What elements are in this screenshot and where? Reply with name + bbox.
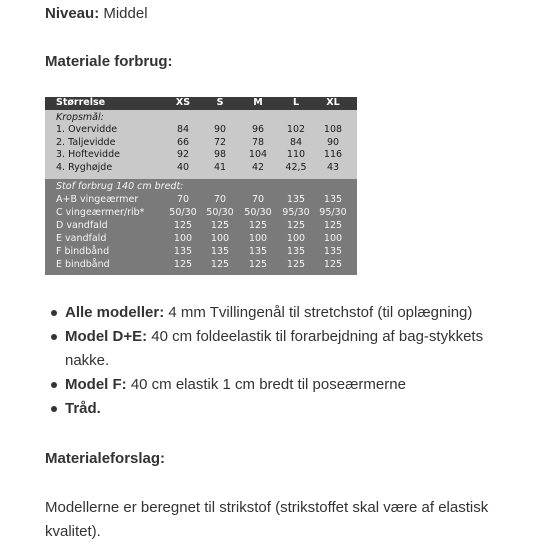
table-cell: 90 xyxy=(213,124,227,135)
table-cell: 84 xyxy=(289,136,303,148)
table-cell: 100 xyxy=(248,232,268,244)
table-cell: 66 xyxy=(176,136,190,148)
table-cell: 135 xyxy=(210,245,230,257)
table-cell: 42,5 xyxy=(285,161,307,173)
material-suggestions-heading: Materialeforslag: xyxy=(45,450,166,467)
materials-usage-heading: Materiale forbrug: xyxy=(45,53,173,70)
table-cell: 125 xyxy=(323,258,343,270)
bullet-icon xyxy=(51,382,57,388)
table-cell: 135 xyxy=(286,193,306,205)
table-row xyxy=(45,124,357,137)
table-cell: 125 xyxy=(173,258,193,270)
row-label: E bindbånd xyxy=(56,258,110,270)
table-row xyxy=(45,162,357,175)
table-cell: 125 xyxy=(286,258,306,270)
table-cell: 50/30 xyxy=(169,206,197,218)
table-cell: 125 xyxy=(210,219,230,231)
bullet-icon xyxy=(51,406,57,412)
list-item xyxy=(45,301,525,325)
table-row xyxy=(45,245,357,258)
header-cell: XL xyxy=(326,97,340,108)
header-cell: M xyxy=(253,97,263,108)
table-cell: 125 xyxy=(248,219,268,231)
description-paragraph: Modellerne er beregnet til strikstof (strikstoffet skal være af elastisk kvalitet). xyxy=(45,499,489,540)
table-cell: 43 xyxy=(326,161,340,173)
table-row xyxy=(45,219,357,232)
bullet-icon xyxy=(51,334,57,340)
table-cell: 84 xyxy=(176,124,190,135)
table-cell: 108 xyxy=(323,124,343,135)
row-label: E vandfald xyxy=(56,232,107,244)
row-label: 1. Overvidde xyxy=(56,124,118,135)
table-cell: 92 xyxy=(176,149,190,160)
table-cell: 100 xyxy=(286,232,306,244)
body-measurements-section xyxy=(45,110,357,179)
table-cell: 100 xyxy=(210,232,230,244)
section-title: Kropsmål: xyxy=(56,111,104,123)
table-cell: 50/30 xyxy=(244,206,272,218)
table-row xyxy=(45,193,357,206)
list-item xyxy=(45,325,525,373)
table-row xyxy=(45,232,357,245)
table-cell: 90 xyxy=(326,136,340,148)
header-cell: S xyxy=(216,97,224,108)
table-cell: 100 xyxy=(323,232,343,244)
row-label: A+B vingeærmer xyxy=(56,193,139,205)
section-title: Stof forbrug 140 cm bredt: xyxy=(56,180,184,192)
list-item-label: Model F: xyxy=(65,376,127,393)
list-item-text: 40 cm foldeelastik til forarbejdning af bag-stykkets nakke. xyxy=(65,328,484,369)
row-label: D vandfald xyxy=(56,219,108,231)
table-cell: 70 xyxy=(251,193,265,205)
list-item-label: Alle modeller: xyxy=(65,304,165,321)
table-row xyxy=(45,206,357,219)
list-item-text: 40 cm elastik 1 cm bredt til poseærmerne xyxy=(126,376,406,393)
level-value: Middel xyxy=(103,5,148,22)
table-cell: 135 xyxy=(173,245,193,257)
materials-list xyxy=(45,301,525,421)
table-cell: 50/30 xyxy=(206,206,234,218)
list-item xyxy=(45,397,525,421)
table-cell: 125 xyxy=(173,219,193,231)
table-cell: 116 xyxy=(323,149,343,160)
row-label: C vingeærmer/rib* xyxy=(56,206,145,218)
bullet-icon xyxy=(51,310,57,316)
row-label: 4. Ryghøjde xyxy=(56,161,113,173)
table-cell: 104 xyxy=(248,149,268,160)
table-cell: 102 xyxy=(286,124,306,135)
table-cell: 96 xyxy=(251,124,265,135)
table-row xyxy=(45,149,357,162)
row-label: F bindbånd xyxy=(56,245,110,257)
table-cell: 135 xyxy=(323,245,343,257)
table-cell: 125 xyxy=(210,258,230,270)
row-label: 2. Taljevidde xyxy=(56,136,116,148)
table-row xyxy=(45,258,357,271)
header-cell: XS xyxy=(175,97,191,108)
row-label: 3. Hoftevidde xyxy=(56,149,120,160)
list-item-text: 4 mm Tvillingenål til stretchstof (til oplægning) xyxy=(164,304,473,321)
table-cell: 72 xyxy=(213,136,227,148)
table-cell: 95/30 xyxy=(282,206,310,218)
list-item-label: Tråd. xyxy=(65,400,101,417)
table-cell: 100 xyxy=(173,232,193,244)
list-item-label: Model D+E: xyxy=(65,328,148,345)
header-cell: Størrelse xyxy=(56,97,106,108)
level-label: Niveau: xyxy=(45,5,100,22)
fabric-usage-section xyxy=(45,179,357,275)
table-cell: 110 xyxy=(286,149,306,160)
header-cell: L xyxy=(292,97,300,108)
table-cell: 70 xyxy=(176,193,190,205)
table-cell: 70 xyxy=(213,193,227,205)
table-row xyxy=(45,137,357,150)
level-line xyxy=(45,3,148,25)
table-cell: 135 xyxy=(286,245,306,257)
table-cell: 95/30 xyxy=(319,206,347,218)
table-cell: 125 xyxy=(248,258,268,270)
size-table-header xyxy=(45,97,357,110)
table-cell: 135 xyxy=(323,193,343,205)
table-cell: 42 xyxy=(251,161,265,173)
list-item xyxy=(45,373,525,397)
table-cell: 125 xyxy=(286,219,306,231)
table-cell: 98 xyxy=(213,149,227,160)
table-cell: 125 xyxy=(323,219,343,231)
table-cell: 78 xyxy=(251,136,265,148)
table-cell: 135 xyxy=(248,245,268,257)
size-chart-image xyxy=(45,97,357,277)
table-cell: 41 xyxy=(213,161,227,173)
table-cell: 40 xyxy=(176,161,190,173)
